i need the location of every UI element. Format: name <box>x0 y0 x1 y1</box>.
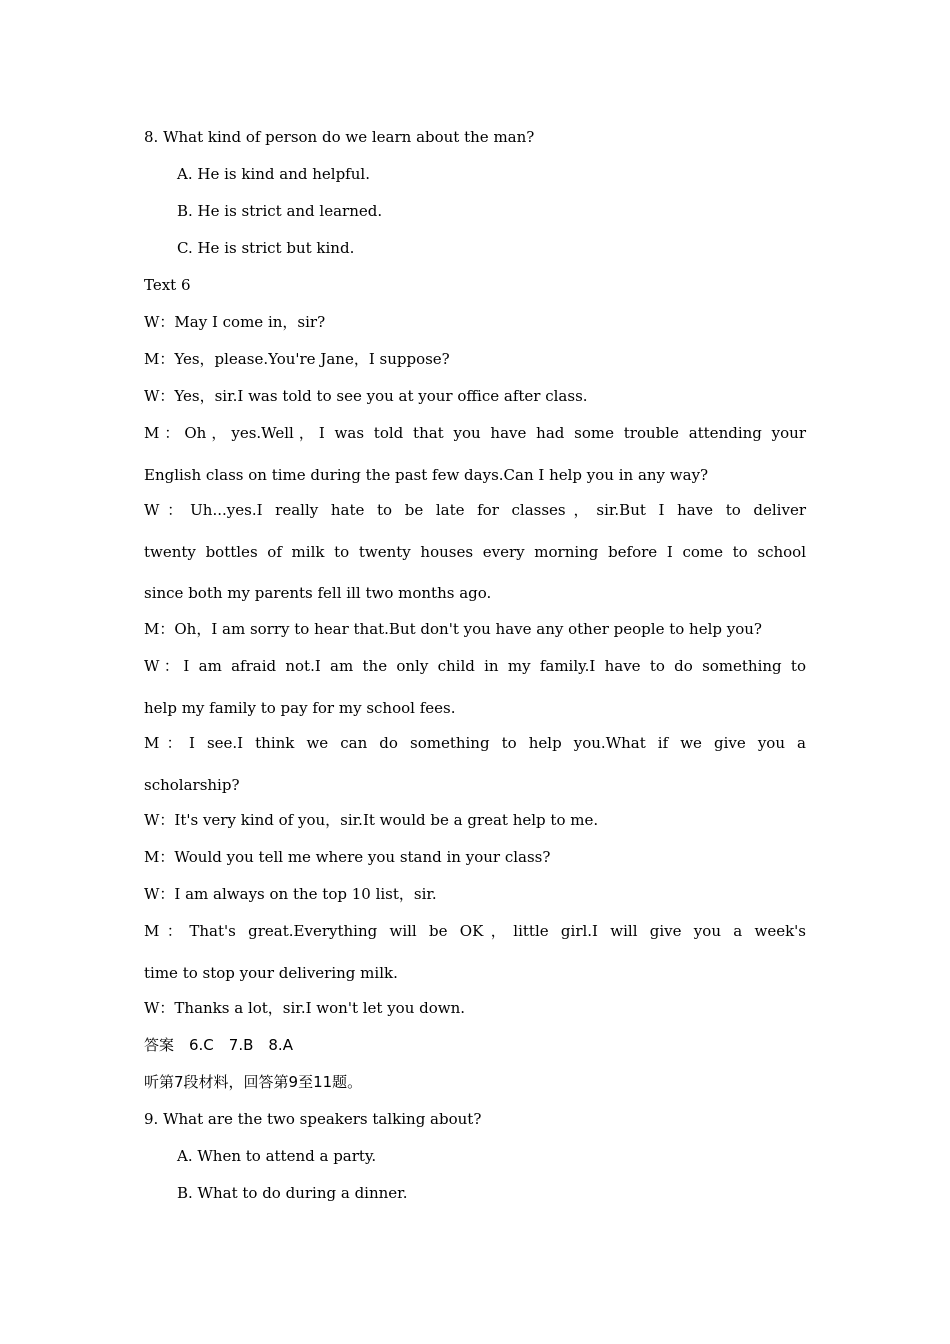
question-8-option-c: C. He is strict but kind. <box>177 239 355 257</box>
section-7-instruction: 听第7段材料，回答第9至11题。 <box>144 1073 363 1091</box>
dialogue-line-continued: scholarship? <box>144 776 240 794</box>
dialogue-line: M：Yes，please.You're Jane，I suppose? <box>144 350 450 368</box>
dialogue-line: W：I am afraid not.I am the only child in my family.I have to do something to <box>144 657 806 675</box>
dialogue-line: M：Would you tell me where you stand in your class? <box>144 848 551 866</box>
dialogue-line: M：That's great.Everything will be OK，little girl.I will give you a week's <box>144 922 806 940</box>
question-9-option-b: B. What to do during a dinner. <box>177 1184 408 1202</box>
dialogue-line: W：Uh...yes.I really hate to be late for classes，sir.But I have to deliver <box>144 501 806 519</box>
answer-key: 答案 6.C 7.B 8.A <box>144 1036 293 1054</box>
question-8-option-a: A. He is kind and helpful. <box>177 165 370 183</box>
dialogue-line: W：I am always on the top 10 list，sir. <box>144 885 437 903</box>
dialogue-line: M：Oh，I am sorry to hear that.But don't you have any other people to help you? <box>144 620 762 638</box>
dialogue-line: M：I see.I think we can do something to help you.What if we give you a <box>144 734 806 752</box>
dialogue-line-continued: since both my parents fell ill two months ago. <box>144 584 492 602</box>
question-8-option-b: B. He is strict and learned. <box>177 202 383 220</box>
dialogue-line: M：Oh，yes.Well，I was told that you have had some trouble attending your <box>144 424 806 442</box>
question-8-stem: 8. What kind of person do we learn about the man? <box>144 128 535 146</box>
dialogue-line: W：Yes，sir.I was told to see you at your office after class. <box>144 387 588 405</box>
dialogue-line: W：Thanks a lot，sir.I won't let you down. <box>144 999 466 1017</box>
dialogue-line: W：May I come in，sir? <box>144 313 326 331</box>
dialogue-line-continued: time to stop your delivering milk. <box>144 964 398 982</box>
dialogue-line-continued: English class on time during the past few days.Can I help you in any way? <box>144 466 709 484</box>
text-6-title: Text 6 <box>144 276 191 294</box>
question-9-stem: 9. What are the two speakers talking about? <box>144 1110 482 1128</box>
dialogue-line: W：It's very kind of you，sir.It would be a great help to me. <box>144 811 599 829</box>
question-9-option-a: A. When to attend a party. <box>177 1147 377 1165</box>
dialogue-line-continued: twenty bottles of milk to twenty houses every morning before I come to school <box>144 543 806 561</box>
dialogue-line-continued: help my family to pay for my school fees. <box>144 699 456 717</box>
